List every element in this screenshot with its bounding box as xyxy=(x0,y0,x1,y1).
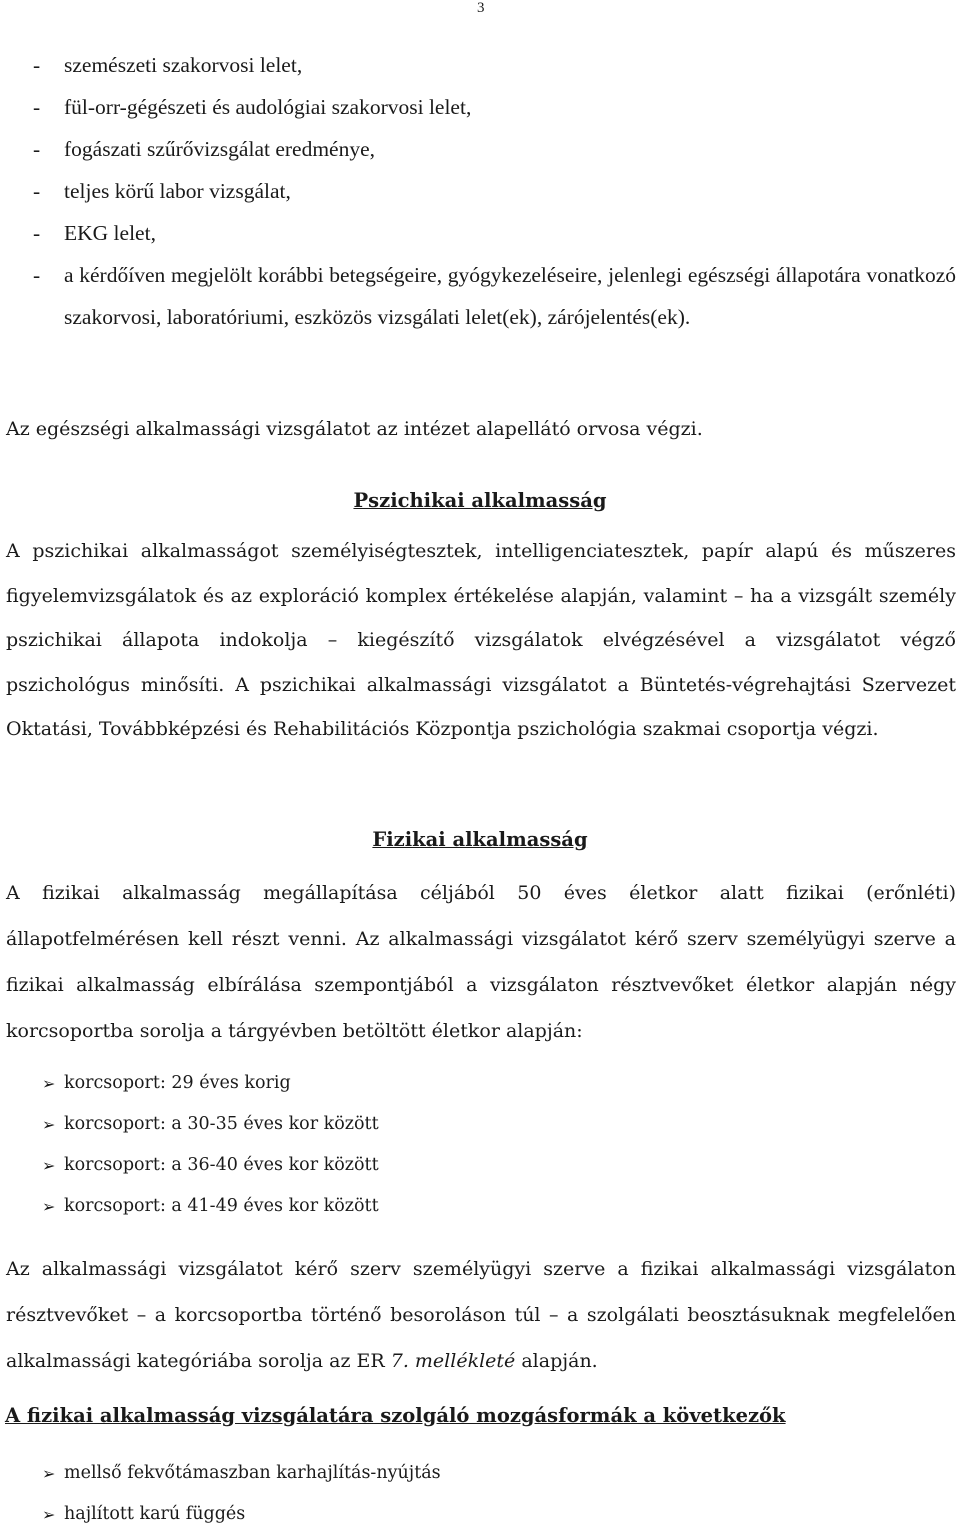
arrow-bullet-icon: ➢ xyxy=(42,1197,56,1216)
list-item: ➢ korcsoport: a 36-40 éves kor között xyxy=(0,1145,379,1186)
arrow-bullet-icon: ➢ xyxy=(42,1074,56,1093)
movement-list xyxy=(0,1453,441,1535)
psych-heading: Pszichikai alkalmasság xyxy=(353,489,607,512)
age-group-list xyxy=(0,1063,379,1227)
list-item: - fogászati szűrővizsgálat eredménye, xyxy=(0,128,960,170)
list-item: - teljes körű labor vizsgálat, xyxy=(0,170,960,212)
dash-bullet: - xyxy=(33,53,41,77)
classification-paragraph: Az alkalmassági vizsgálatot kérő szerv személyügyi szerve a fizikai alkalmassági vizsgálaton résztvevőket – a korcsoportba történő besoroláson túl – a szolgálati beosztásuknak megfelelően alkalmassági kategóriába sorolja az ER 7. mellékleté alapján. xyxy=(6,1258,956,1372)
physical-paragraph: A fizikai alkalmasság megállapítása céljából 50 éves életkor alatt fizikai (erőnléti) állapotfelmérésen kell részt venni. Az alkalmassági vizsgálatot kérő szerv személyügyi szerve a fizikai alkalmasság elbírálása szempontjából a vizsgálaton résztvevőket életkor alapján négy korcsoportba sorolja a tárgyévben betöltött életkor alapján: xyxy=(6,882,956,1042)
dash-bullet: - xyxy=(33,95,41,119)
list-item: - fül-orr-gégészeti és audológiai szakorvosi lelet, xyxy=(0,86,960,128)
arrow-bullet-icon: ➢ xyxy=(42,1464,56,1483)
dash-bullet: - xyxy=(33,179,41,203)
list-item: ➢ korcsoport: 29 éves korig xyxy=(0,1063,379,1104)
intro-paragraph: Az egészségi alkalmassági vizsgálatot az intézet alapellátó orvosa végzi. xyxy=(6,418,703,440)
list-item: - EKG lelet, xyxy=(0,212,960,254)
arrow-bullet-icon: ➢ xyxy=(42,1156,56,1175)
annex-reference: 7. mellékleté xyxy=(390,1350,516,1372)
arrow-bullet-icon: ➢ xyxy=(42,1115,56,1134)
dash-bullet: - xyxy=(33,263,41,287)
list-item: - szemészeti szakorvosi lelet, xyxy=(0,44,960,86)
dash-bullet: - xyxy=(33,137,41,161)
psych-paragraph: A pszichikai alkalmasságot személyiségtesztek, intelligenciatesztek, papír alapú és műszeres figyelemvizsgálatok és az exploráció komplex értékelése alapján, valamint – ha a vizsgált személy pszichikai állapota indokolja – kiegészítő vizsgálatok elvégzésével a vizsgálatot végző pszichológus minősíti. A pszichikai alkalmassági vizsgálatot a Büntetés-végrehajtási Szervezet Oktatási, Továbbképzési és Rehabilitációs Központja pszichológia szakmai csoportja végzi. xyxy=(6,540,956,740)
list-item: ➢ korcsoport: a 41-49 éves kor között xyxy=(0,1186,379,1227)
list-item: ➢ hajlított karú függés xyxy=(0,1494,441,1535)
list-item: ➢ mellső fekvőtámaszban karhajlítás-nyújtás xyxy=(0,1453,441,1494)
dash-bullet: - xyxy=(33,221,41,245)
page-number: 3 xyxy=(477,0,485,16)
movements-heading: A fizikai alkalmasság vizsgálatára szolgáló mozgásformák a következők xyxy=(5,1404,786,1427)
list-item: - a kérdőíven megjelölt korábbi betegségeire, gyógykezeléseire, jelenlegi egészségi állapotára vonatkozó szakorvosi, laboratóriumi, eszközös vizsgálati lelet(ek), zárójelentés(ek). xyxy=(0,254,960,338)
required-documents-list xyxy=(0,44,960,338)
physical-heading: Fizikai alkalmasság xyxy=(372,828,588,851)
arrow-bullet-icon: ➢ xyxy=(42,1505,56,1524)
list-item: ➢ korcsoport: a 30-35 éves kor között xyxy=(0,1104,379,1145)
